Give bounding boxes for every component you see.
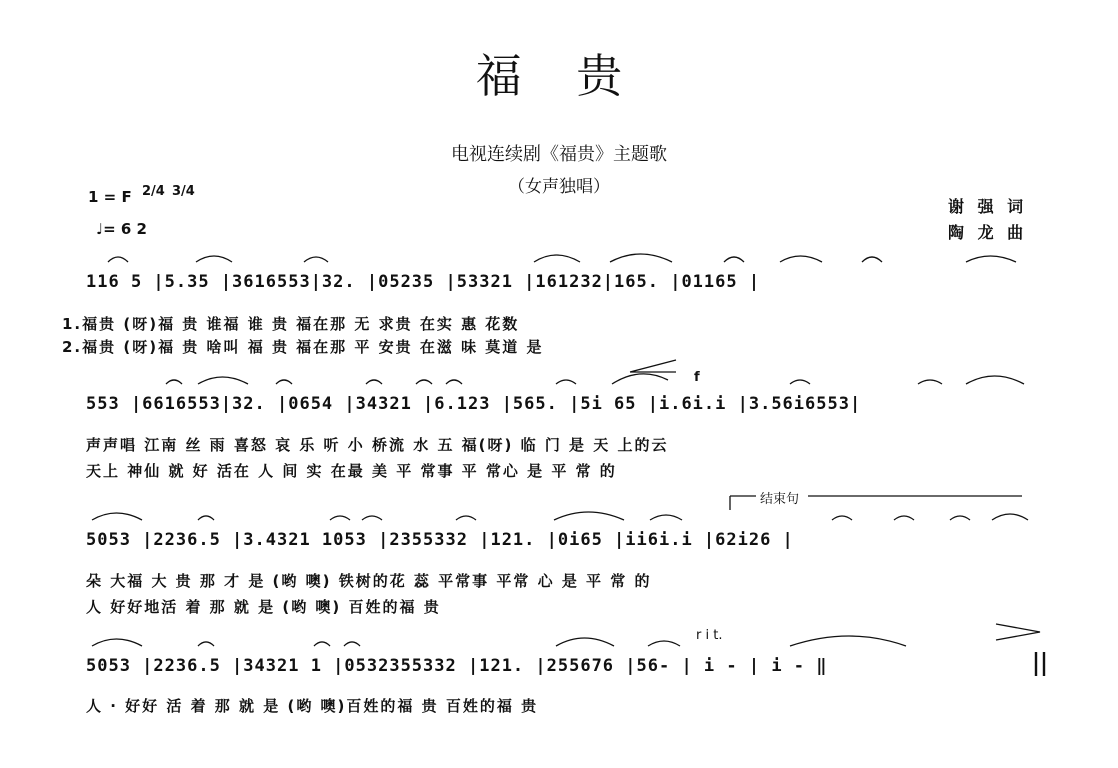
slur-mark <box>862 257 882 262</box>
notation-system-1: 116 5 |5.35 |3616553|32. |05235 |53321 |161232|165. |01165 | <box>86 272 761 292</box>
slur-mark <box>790 636 906 646</box>
lyric-line-1-verse-2: 2.福贵 (呀)福 贵 啥叫 福 贵 福在那 平 安贵 在滋 味 莫道 是 <box>62 338 544 356</box>
slur-mark <box>416 380 432 384</box>
slur-mark <box>992 514 1028 520</box>
tempo-marking: ♩= 6 2 <box>96 220 147 238</box>
slur-mark <box>198 377 248 384</box>
slur-mark <box>556 380 576 384</box>
slur-mark <box>276 380 292 384</box>
slur-mark <box>610 254 672 262</box>
slur-mark <box>166 380 182 384</box>
lyricist-credit: 谢 强 词 <box>948 197 1028 216</box>
slur-mark <box>966 256 1016 262</box>
hairpin-mark <box>996 624 1040 640</box>
slur-mark <box>554 512 624 520</box>
notation-system-4: 5053 |2236.5 |34321 1 |0532355332 |121. |255676 |56- | i - | i - ‖ <box>86 656 828 676</box>
slur-mark <box>780 256 822 262</box>
slur-mark <box>198 642 214 646</box>
final-barline <box>1036 652 1044 676</box>
ritardando-mark: r i t. <box>696 628 723 643</box>
slur-mark <box>650 515 682 520</box>
slur-mark <box>108 257 128 262</box>
slur-mark <box>304 257 328 262</box>
slur-mark <box>894 516 914 520</box>
slur-mark <box>556 638 614 646</box>
slur-mark <box>724 257 744 262</box>
song-title: 福 贵 <box>475 49 643 103</box>
lyric-line-2-verse-1: 声声唱 江南 丝 雨 喜怒 哀 乐 听 小 桥流 水 五 福(呀) 临 门 是 天 上的云 <box>86 436 669 454</box>
notation-system-3: 5053 |2236.5 |3.4321 1053 |2355332 |121. |0i65 |ii6i.i |62i26 | <box>86 530 794 550</box>
lyric-line-2-verse-2: 天上 神仙 就 好 活在 人 间 实 在最 美 平 常事 平 常心 是 平 常 的 <box>86 462 617 480</box>
slur-mark <box>92 513 142 520</box>
slur-mark <box>966 376 1024 384</box>
ending-label: 结束句 <box>760 492 800 507</box>
voice-type: （女声独唱） <box>508 177 610 197</box>
slur-mark <box>950 516 970 520</box>
slur-mark <box>362 516 382 520</box>
time-signature-1: 2/4 <box>142 184 165 199</box>
slur-mark <box>366 380 382 384</box>
slur-mark <box>648 641 680 646</box>
lyric-line-3-verse-2: 人 好好地活 着 那 就 是 (哟 噢) 百姓的福 贵 <box>86 598 441 616</box>
notation-system-2: 553 |6616553|32. |0654 |34321 |6.123 |565. |5i 65 |i.6i.i |3.56i6553| <box>86 394 862 414</box>
slur-mark <box>918 380 942 384</box>
slur-mark <box>196 256 232 262</box>
hairpin-mark <box>630 360 676 372</box>
slur-mark <box>330 516 350 520</box>
slur-mark <box>534 255 580 262</box>
slur-mark <box>314 642 330 646</box>
lyric-line-4: 人 · 好好 活 着 那 就 是 (哟 噢)百姓的福 贵 百姓的福 贵 <box>86 697 539 715</box>
ending-bracket <box>730 496 1022 510</box>
slur-mark <box>344 642 360 646</box>
key-signature: 1 = F <box>88 188 132 206</box>
lyric-line-1-verse-1: 1.福贵 (呀)福 贵 谁福 谁 贵 福在那 无 求贵 在实 惠 花数 <box>62 315 520 333</box>
slur-mark <box>790 380 810 384</box>
dynamic-mark: f <box>694 370 700 385</box>
slur-mark <box>92 639 142 646</box>
time-signature-2: 3/4 <box>172 184 195 199</box>
slur-mark <box>446 380 462 384</box>
song-subtitle: 电视连续剧《福贵》主题歌 <box>451 144 667 165</box>
slur-mark <box>612 374 668 384</box>
slur-mark <box>832 516 852 520</box>
slur-mark <box>198 516 214 520</box>
lyric-line-3-verse-1: 朵 大福 大 贵 那 才 是 (哟 噢) 铁树的花 蕊 平常事 平常 心 是 平 常 的 <box>86 572 652 590</box>
composer-credit: 陶 龙 曲 <box>948 223 1028 242</box>
slur-mark <box>456 516 476 520</box>
